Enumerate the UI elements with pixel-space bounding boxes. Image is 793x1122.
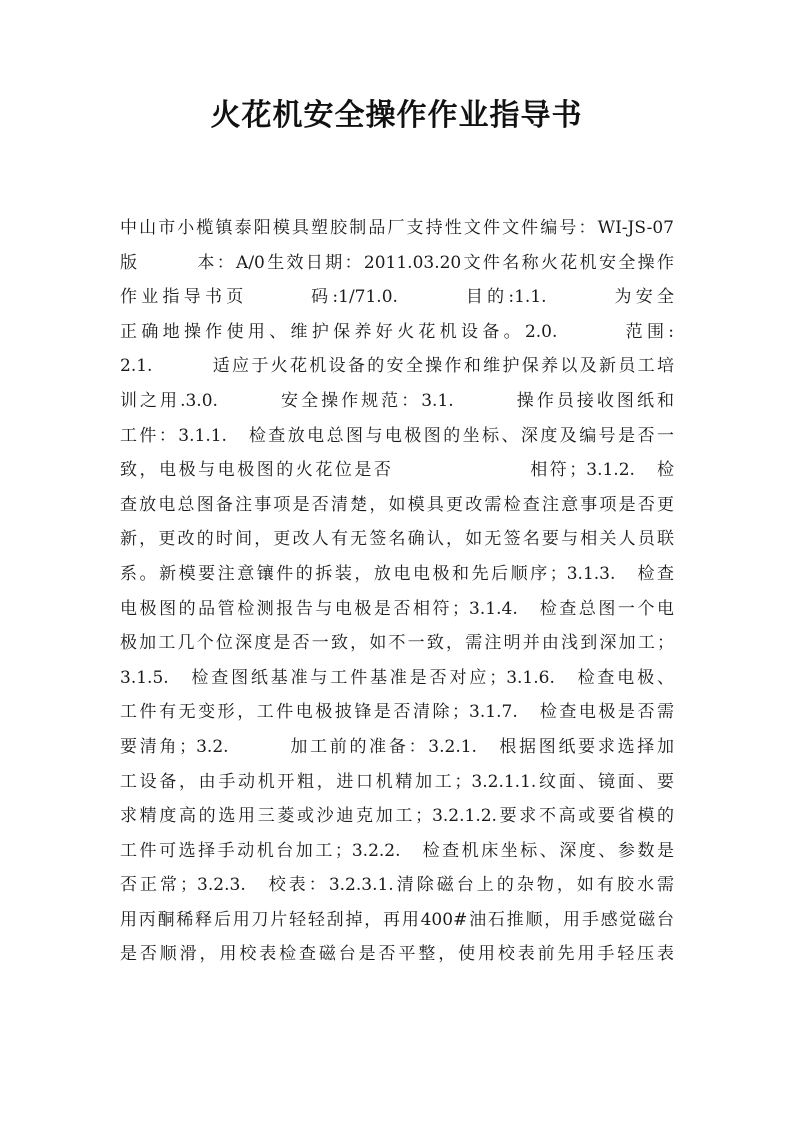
body-line: 工设备，由手动机开粗，进口机精加工；3.2.1.1.纹面、镜面、要 <box>120 771 674 792</box>
body-line: 否正常；3.2.3. 校表：3.2.3.1.清除磁台上的杂物，如有胶水需 <box>120 875 674 896</box>
body-line: 训之用.3.0. 安全操作规范：3.1. 操作员接收图纸和 <box>120 390 674 411</box>
body-line: 正确地操作使用、维护保养好火花机设备。2.0. 范围: <box>120 321 674 342</box>
body-line: 求精度高的选用三菱或沙迪克加工；3.2.1.2.要求不高或要省模的 <box>120 806 674 827</box>
body-line: 是否顺滑，用校表检查磁台是否平整，使用校表前先用手轻压表 <box>120 944 674 965</box>
body-line: 3.1.5. 检查图纸基准与工件基准是否对应；3.1.6. 检查电极、 <box>120 667 674 688</box>
body-line: 用丙酮稀释后用刀片轻轻刮掉，再用400#油石推顺，用手感觉磁台 <box>120 909 674 930</box>
body-line: 要清角；3.2. 加工前的准备：3.2.1. 根据图纸要求选择加 <box>120 736 674 757</box>
body-line: 工件可选择手动机台加工；3.2.2. 检查机床坐标、深度、参数是 <box>120 840 674 861</box>
body-line: 查放电总图备注事项是否清楚，如模具更改需检查注意事项是否更 <box>120 494 674 515</box>
document-title: 火花机安全操作作业指导书 <box>210 98 583 133</box>
body-line: 工件：3.1.1. 检查放电总图与电极图的坐标、深度及编号是否一 <box>120 425 674 446</box>
body-line: 2.1. 适应于火花机设备的安全操作和维护保养以及新员工培 <box>120 356 674 377</box>
body-line: 中山市小榄镇泰阳模具塑胶制品厂支持性文件文件编号：WI-JS-07 <box>120 218 674 238</box>
body-line: 作业指导书页 码:1/71.0. 目的:1.1. 为安全 <box>120 287 674 308</box>
body-line: 电极图的品管检测报告与电极是否相符；3.1.4. 检查总图一个电 <box>120 598 674 619</box>
body-line: 致，电极与电极图的火花位是否 相符；3.1.2. 检 <box>120 460 674 481</box>
body-line: 版 本：A/0生效日期：2011.03.20文件名称火花机安全操作 <box>120 252 674 273</box>
body-line: 系。新模要注意镶件的拆装，放电电极和先后顺序；3.1.3. 检查 <box>120 563 674 584</box>
body-line: 新，更改的时间，更改人有无签名确认，如无签名要与相关人员联 <box>120 529 674 550</box>
body-line: 极加工几个位深度是否一致，如不一致，需注明并由浅到深加工； <box>120 633 674 654</box>
document-body <box>120 211 674 972</box>
body-line: 工件有无变形，工件电极披锋是否清除；3.1.7. 检查电极是否需 <box>120 702 674 723</box>
